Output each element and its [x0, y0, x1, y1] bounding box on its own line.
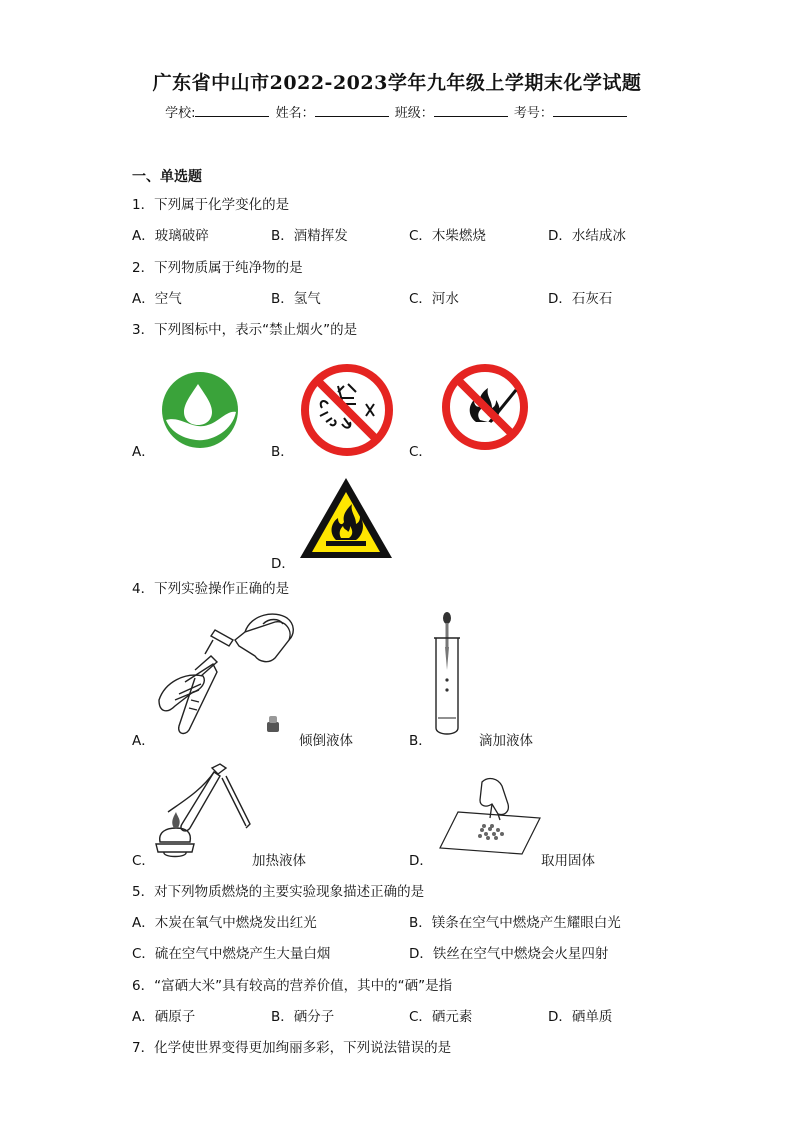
q6-option-d: D．硒单质 [548, 1009, 613, 1025]
q1-option-d: D．水结成冰 [548, 228, 626, 244]
q4-option-c: C． [132, 853, 155, 869]
flammable-warning-icon [296, 474, 396, 564]
q3-option-a: A． [132, 444, 155, 460]
question-7-stem: 7．化学使世界变得更加绚丽多彩，下列说法错误的是 [132, 1040, 452, 1056]
q4-caption-a: 倾倒液体 [299, 733, 353, 749]
section-heading: 一、单选题 [132, 169, 202, 185]
dropping-liquid-figure [432, 610, 462, 740]
q1-option-c: C．木柴燃烧 [409, 228, 486, 244]
q5-option-a: A．木炭在氧气中燃烧发出红光 [132, 915, 317, 931]
question-2-stem: 2．下列物质属于纯净物的是 [132, 260, 303, 276]
heating-liquid-figure [152, 762, 252, 862]
q4-option-b: B． [409, 733, 432, 749]
q6-option-a: A．硒原子 [132, 1009, 196, 1025]
no-open-flame-icon [440, 362, 530, 452]
q4-caption-b: 滴加液体 [479, 733, 533, 749]
q6-option-b: B．硒分子 [271, 1009, 335, 1025]
q3-option-d: D． [271, 556, 295, 572]
no-fireworks-icon [298, 362, 396, 458]
q2-option-a: A．空气 [132, 291, 182, 307]
q2-option-b: B．氢气 [271, 291, 321, 307]
q5-option-b: B．镁条在空气中燃烧产生耀眼白光 [409, 915, 621, 931]
student-info-line [0, 102, 794, 121]
id-field[interactable] [553, 104, 627, 117]
name-label: 姓名： [275, 106, 315, 121]
name-field[interactable] [315, 104, 389, 117]
q4-caption-d: 取用固体 [541, 853, 595, 869]
school-label: 学校: [165, 106, 196, 121]
q4-caption-c: 加热液体 [252, 853, 306, 869]
school-field[interactable] [195, 104, 269, 117]
q1-option-b: B．酒精挥发 [271, 228, 348, 244]
question-4-stem: 4．下列实验操作正确的是 [132, 581, 290, 597]
q3-option-c: C． [409, 444, 432, 460]
q4-option-a: A． [132, 733, 155, 749]
q5-option-d: D．铁丝在空气中燃烧会火星四射 [409, 946, 609, 962]
taking-solid-figure [438, 774, 542, 856]
page-title: 广东省中山市2022-2023学年九年级上学期末化学试题 [152, 72, 642, 94]
q3-option-b: B． [271, 444, 294, 460]
id-label: 考号： [513, 106, 553, 121]
q2-option-d: D．石灰石 [548, 291, 613, 307]
class-label: 班级： [394, 106, 434, 121]
question-5-stem: 5．对下列物质燃烧的主要实验现象描述正确的是 [132, 884, 425, 900]
question-6-stem: 6．“富硒大米”具有较高的营养价值，其中的“硒”是指 [132, 978, 453, 994]
q6-option-c: C．硒元素 [409, 1009, 473, 1025]
pouring-liquid-figure [155, 610, 295, 740]
water-saving-icon [160, 370, 240, 450]
question-1-stem: 1．下列属于化学变化的是 [132, 197, 290, 213]
q4-option-d: D． [409, 853, 433, 869]
class-field[interactable] [434, 104, 508, 117]
q5-option-c: C．硫在空气中燃烧产生大量白烟 [132, 946, 331, 962]
q1-option-a: A．玻璃破碎 [132, 228, 209, 244]
question-3-stem: 3．下列图标中，表示“禁止烟火”的是 [132, 322, 358, 338]
q2-option-c: C．河水 [409, 291, 459, 307]
